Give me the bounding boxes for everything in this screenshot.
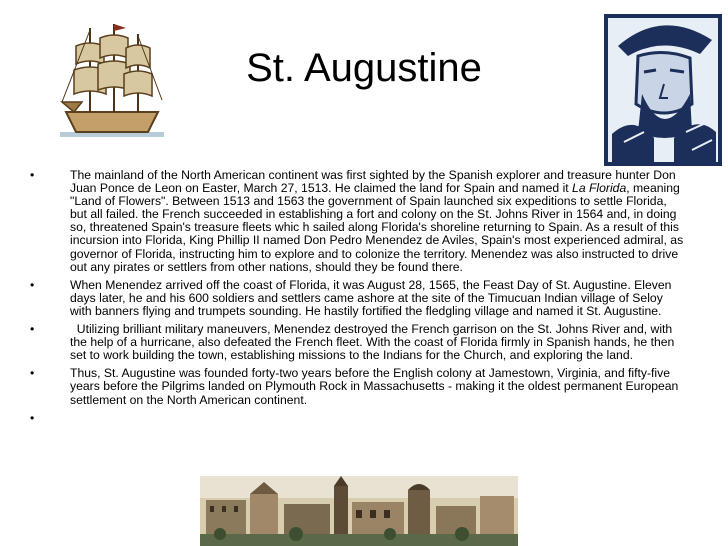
city-skyline-photo xyxy=(200,476,518,546)
bullet-marker: • xyxy=(30,366,35,381)
bullet-item xyxy=(30,323,686,362)
bullet-marker: • xyxy=(30,277,35,292)
bullet-marker: • xyxy=(30,410,35,425)
bullet-list xyxy=(30,168,686,425)
explorer-portrait-woodcut xyxy=(604,14,722,166)
bullet-marker: • xyxy=(30,168,35,182)
bullet-text-2: When Menendez arrived off the coast of Florida, it was August 28, 1565, the Feast Day of St. Augustine. Eleven days later, he and his 600 soldiers and settlers came ashore at the site of the Timucuan Indian village of Seloy with banners flying and trumpets sounding. He hastily fortified the fledgling village and named it St. Augustine. xyxy=(70,277,672,318)
bullet-text-1b: , meaning "Land of Flowers". Between 1513 and 1563 the government of Spain launched six expeditions to settle Florida, but all failed. the French succeeded in establishing a fort and colony on the St. Johns River in 1564 and, in doing so, threatened Spain's treasure fleets whic h sailed along Florida's shoreline returning to Spain. As a result of this incursion into Florida, King Phillip II named Don Pedro Menendez de Aviles, Spain's most experienced admiral, as governor of Florida, instructing him to explore and to colonize the territory. Menendez was also instructed to drive out any pirates or settlers from other nations, should they be found there. xyxy=(70,181,684,274)
bullet-text-4: Thus, St. Augustine was founded forty-two years before the English colony at Jamestown, Virginia, and fifty-five years before the Pilgrims landed on Plymouth Rock in Massachusetts - making it the oldest permanent European settlement on the North American continent. xyxy=(70,366,679,407)
bullet-item xyxy=(30,367,686,406)
bullet-marker: • xyxy=(30,322,35,337)
bullet-text-1-italic: La Florida xyxy=(572,181,627,196)
slide-title: St. Augustine xyxy=(246,46,482,90)
bullet-text-1a: The mainland of the North American continent was first sighted by the Spanish explorer and treasure hunter Don Juan Ponce de Leon on Easter, March 27, 1513. He claimed the land for Spain and named it xyxy=(70,168,676,196)
bullet-item xyxy=(30,279,686,318)
bullet-item xyxy=(30,169,686,274)
bullet-text-3: Utilizing brilliant military maneuvers, Menendez destroyed the French garrison on the St. Johns River and, with the help of a hurricane, also defeated the French fleet. With the coast of Florida firmly in Spanish hands, he then set to work building the town, establishing missions to the Indians for the Church, and exploring the land. xyxy=(70,322,678,363)
